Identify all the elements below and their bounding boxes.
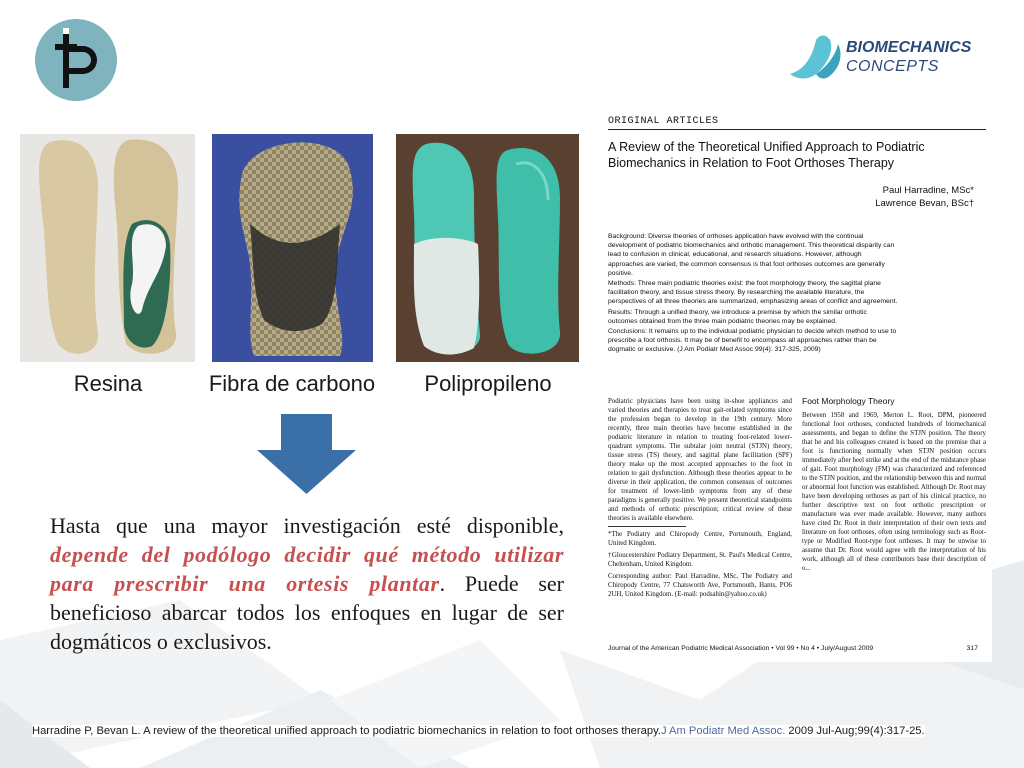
photo-resin-insoles <box>20 134 195 362</box>
paper-body-text: Between 1958 and 1969, Merton L. Root, DPM, pioneered functional foot orthoses, conducted hundreds of biomechanical assessments, and began to define the STJN position. The theory that he and his colleagues created is based on the premise that a foot is functioning normally when STJN position occurs immediately after heel strike and at the end of the midstance phase of gait. Foot morphology (FM) was characterized and referenced to the STJN position, and the relationship between this and normal or abnormal foot function was established. Although Dr. Root may have been developing orthoses as part of his clinical practice, no further descriptive text on foot orthotic prescription or manufacture was ever made available. However, many authors have cited Dr. Root in their interpretation of their own texts and literature on foot orthoses, often using terminology such as Root-type or Modified Root-type foot orthoses. It may be unwise to assume that Dr. Root would agree with the interpretation of his work, although all of these contributors base their description of o... <box>802 412 986 572</box>
abstract-conclusions-label: Conclusions: <box>608 328 647 336</box>
label-polipropileno: Polipropileno <box>424 371 552 396</box>
paper-title: A Review of the Theoretical Unified Approach to Podiatric Biomechanics in Relation to Foot Orthoses Therapy <box>608 140 925 170</box>
paper-divider <box>608 129 986 130</box>
footnote-1: *The Podiatry and Chiropody Centre, Portsmouth, England, United Kingdom. <box>608 531 792 547</box>
paper-column-right <box>802 397 986 576</box>
paper-excerpt <box>596 106 992 662</box>
paper-footer-journal: Journal of the American Podiatric Medical Association • Vol 99 • No 4 • July/August 2009 <box>608 645 874 652</box>
paper-author-2: Lawrence Bevan, BSc† <box>875 198 974 209</box>
paper-column-left <box>608 397 792 602</box>
abstract-results: Through a unified theory, we introduce a premise by which the similar orthotic outcomes obtained from the three main podiatric theories may be explained. <box>608 308 867 325</box>
reference-rest: 2009 Jul-Aug;99(4):317-25. <box>785 725 925 737</box>
footnote-3: Corresponding author: Paul Harradine, MSc, The Podiatry and Chiropody Centre, 77 Chatsworth Ave, Portsmouth, Hants, PO6 2UH, United Kingdom. (E-mail: podsahin@yahoo.co.uk) <box>608 573 792 598</box>
label-fibra-de-carbono: Fibra de carbono <box>208 371 376 396</box>
paper-section-label: ORIGINAL ARTICLES <box>608 116 719 127</box>
abstract-conclusions: It remains up to the individual podiatric physician to decide which method to use to prescribe a foot orthosis. It may be of benefit to encompass all approaches rather than be dogmatic or exclusive. (J Am Podiatr Med Assoc 99(4): 317-325, 2009) <box>608 328 897 354</box>
abstract-results-label: Results: <box>608 308 633 316</box>
paper-authors <box>774 184 974 210</box>
conclusion-part-2: . Puede ser beneficioso abarcar todos los enfoques en lugar de ser dogmáticos o exclusivos. <box>50 571 564 654</box>
abstract-methods-label: Methods: <box>608 280 636 288</box>
abstract-methods: Three main podiatric theories exist: the foot morphology theory, the sagittal plane facilitation theory, and tissue stress theory. By researching the available literature, the perspectives of all three theories are summarized, emphasizing areas of conflict and agreement. <box>608 280 898 306</box>
abstract-background-label: Background: <box>608 233 647 240</box>
paper-footer <box>608 645 978 652</box>
foot-swoosh-icon <box>786 30 848 86</box>
paper-intro-text: Podiatric physicians have been using in-shoe appliances and varied theories and therapies to treat gait-related symptoms since the profession began to develop in the 19th century. More recently, three main theories have become established in the podiatric literature in relation to treating foot-related lower-quadrant symptoms. The subtalar joint neutral (STJN) theory, tissue stress (TS) theory, and sagittal plane facilitation (SPF) theory make up the most accepted approaches to the foot in relation to gait dysfunction. Although these theories appear to be diverse in their application, the common consensus of outcomes for treatment of lower-limb symptoms from any of these paradigms is generally positive. We present theoretical standpoints and methods of orthotic prescription; critical review of these theories is available elsewhere. <box>608 398 792 522</box>
biomechanics-concepts-logo <box>786 30 986 86</box>
paper-page-number: 317 <box>966 645 978 652</box>
label-resina: Resina <box>73 371 143 396</box>
podiatry-logo <box>34 18 118 102</box>
conclusion-highlight: depende del podólogo decidir qué método utilizar para prescribir una ortesis plantar <box>50 542 564 596</box>
photo-carbon-fibre-insole <box>212 134 373 362</box>
reference-citation <box>32 725 925 737</box>
conclusion-part-1: Hasta que una mayor investigación esté disponible, <box>50 513 564 538</box>
brand-line-1: BIOMECHANICS <box>846 39 972 56</box>
paper-abstract <box>608 232 898 356</box>
footnote-divider <box>608 526 686 527</box>
brand-line-2: CONCEPTS <box>846 58 939 75</box>
down-arrow-icon <box>257 414 356 494</box>
paper-author-1: Paul Harradine, MSc* <box>882 185 974 196</box>
abstract-background: Diverse theories of orthoses application have evolved with the continual development of podiatric biomechanics and orthotic management. This theoretical disparity can lead to confusion in clinical, educational, and research situations. However, although approaches are varied, the common consensus is that foot orthoses outcomes are generally positive. <box>608 233 895 277</box>
reference-main: Harradine P, Bevan L. A review of the theoretical unified approach to podiatric biomechanics in relation to foot orthoses therapy. <box>32 725 661 737</box>
conclusion-paragraph <box>50 511 564 656</box>
paper-section-heading: Foot Morphology Theory <box>802 396 895 406</box>
reference-journal: J Am Podiatr Med Assoc. <box>660 725 786 737</box>
photo-polypropylene-insoles <box>396 134 579 362</box>
footnote-2: †Gloucestershire Podiatry Department, St. Paul's Medical Centre, Cheltenham, United Kingdom. <box>608 552 792 568</box>
